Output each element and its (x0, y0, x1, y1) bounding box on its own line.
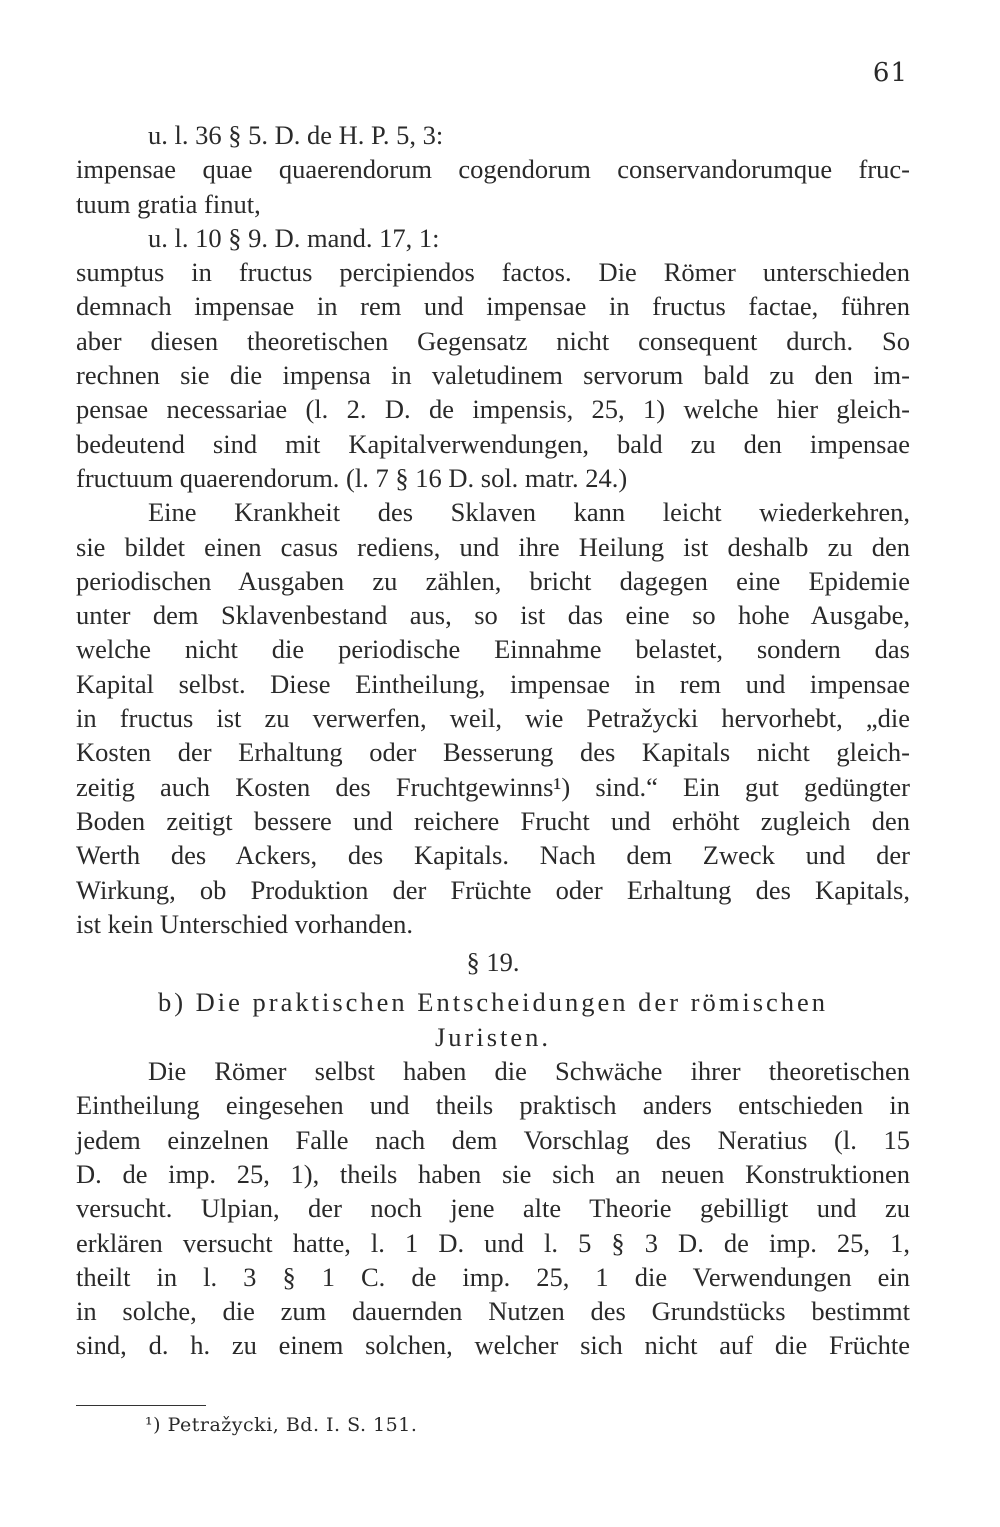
text-line: Boden zeitigt bessere und reichere Frucht und erhöht zugleich den (76, 805, 910, 836)
text-line: demnach impensae in rem und impensae in fructus factae, führen (76, 291, 910, 322)
text-line: pensae necessariae (l. 2. D. de impensis, 25, 1) welche hier gleich- (76, 394, 910, 425)
text-line: Eintheilung eingesehen und theils praktisch anders entschieden in (76, 1090, 910, 1121)
text-line: sie bildet einen casus rediens, und ihre Heilung ist deshalb zu den (76, 531, 910, 562)
text-line: in solche, die zum dauernden Nutzen des Grundstücks bestimmt (76, 1296, 910, 1327)
text-line: zeitig auch Kosten des Fruchtgewinns¹) sind.“ Ein gut gedüngter (76, 771, 910, 802)
text-line: u. l. 10 § 9. D. mand. 17, 1: (148, 222, 440, 253)
footnote: ¹) Petražycki, Bd. I. S. 151. (145, 1414, 418, 1436)
body-text (76, 118, 910, 1363)
text-line: Kapital selbst. Diese Eintheilung, impensae in rem und impensae (76, 668, 910, 699)
text-line: u. l. 36 § 5. D. de H. P. 5, 3: (148, 120, 444, 150)
section-heading-continued: Juristen. (434, 1021, 552, 1052)
paragraph-block-2 (76, 1054, 910, 1363)
text-line: theilt in l. 3 § 1 C. de imp. 25, 1 die Verwendungen ein (76, 1261, 910, 1292)
paragraph-block-1 (76, 118, 910, 941)
text-line: jedem einzelnen Falle nach dem Vorschlag des Neratius (l. 15 (76, 1124, 910, 1155)
text-line: D. de imp. 25, 1), theils haben sie sich an neuen Konstruktionen (76, 1158, 910, 1189)
text-line: bedeutend sind mit Kapitalverwendungen, bald zu den impensae (76, 428, 910, 459)
text-line: Eine Krankheit des Sklaven kann leicht wiederkehren, (148, 497, 910, 528)
text-line: Kosten der Erhaltung oder Besserung des Kapitals nicht gleich- (76, 737, 910, 768)
text-line: aber diesen theoretischen Gegensatz nicht consequent durch. So (76, 325, 910, 356)
text-line: fructuum quaerendorum. (l. 7 § 16 D. sol. matr. 24.) (76, 462, 628, 493)
text-line: ist kein Unterschied vorhanden. (76, 908, 414, 939)
text-line: rechnen sie die impensa in valetudinem servorum bald zu den im- (76, 360, 910, 391)
text-line: Wirkung, ob Produktion der Früchte oder Erhaltung des Kapitals, (76, 874, 910, 905)
text-line: periodischen Ausgaben zu zählen, bricht dagegen eine Epidemie (76, 565, 910, 596)
section-heading: b) Die praktischen Entscheidungen der römischen (157, 987, 829, 1018)
text-line: erklären versucht hatte, l. 1 D. und l. 5 § 3 D. de imp. 25, 1, (76, 1227, 910, 1258)
text-line: Die Römer selbst haben die Schwäche ihrer theoretischen (148, 1056, 910, 1087)
text-line: sind, d. h. zu einem solchen, welcher sich nicht auf die Früchte (76, 1330, 910, 1361)
text-line: versucht. Ulpian, der noch jene alte Theorie gebilligt und zu (76, 1193, 910, 1224)
text-line: sumptus in fructus percipiendos factos. Die Römer unterschieden (76, 257, 910, 288)
text-line: impensae quae quaerendorum cogendorum conservandorumque fruc- (76, 154, 910, 185)
text-line: tuum gratia finut, (76, 188, 261, 219)
text-line: welche nicht die periodische Einnahme belastet, sondern das (76, 634, 910, 665)
footnote-divider (76, 1405, 206, 1406)
text-line: in fructus ist zu verwerfen, weil, wie Petražycki hervorhebt, „die (76, 703, 910, 734)
section-number: § 19. (466, 947, 520, 978)
page-number: 61 (872, 58, 908, 88)
text-line: unter dem Sklavenbestand aus, so ist das eine so hohe Ausgabe, (76, 600, 910, 631)
text-line: Werth des Ackers, des Kapitals. Nach dem Zweck und der (76, 840, 910, 871)
